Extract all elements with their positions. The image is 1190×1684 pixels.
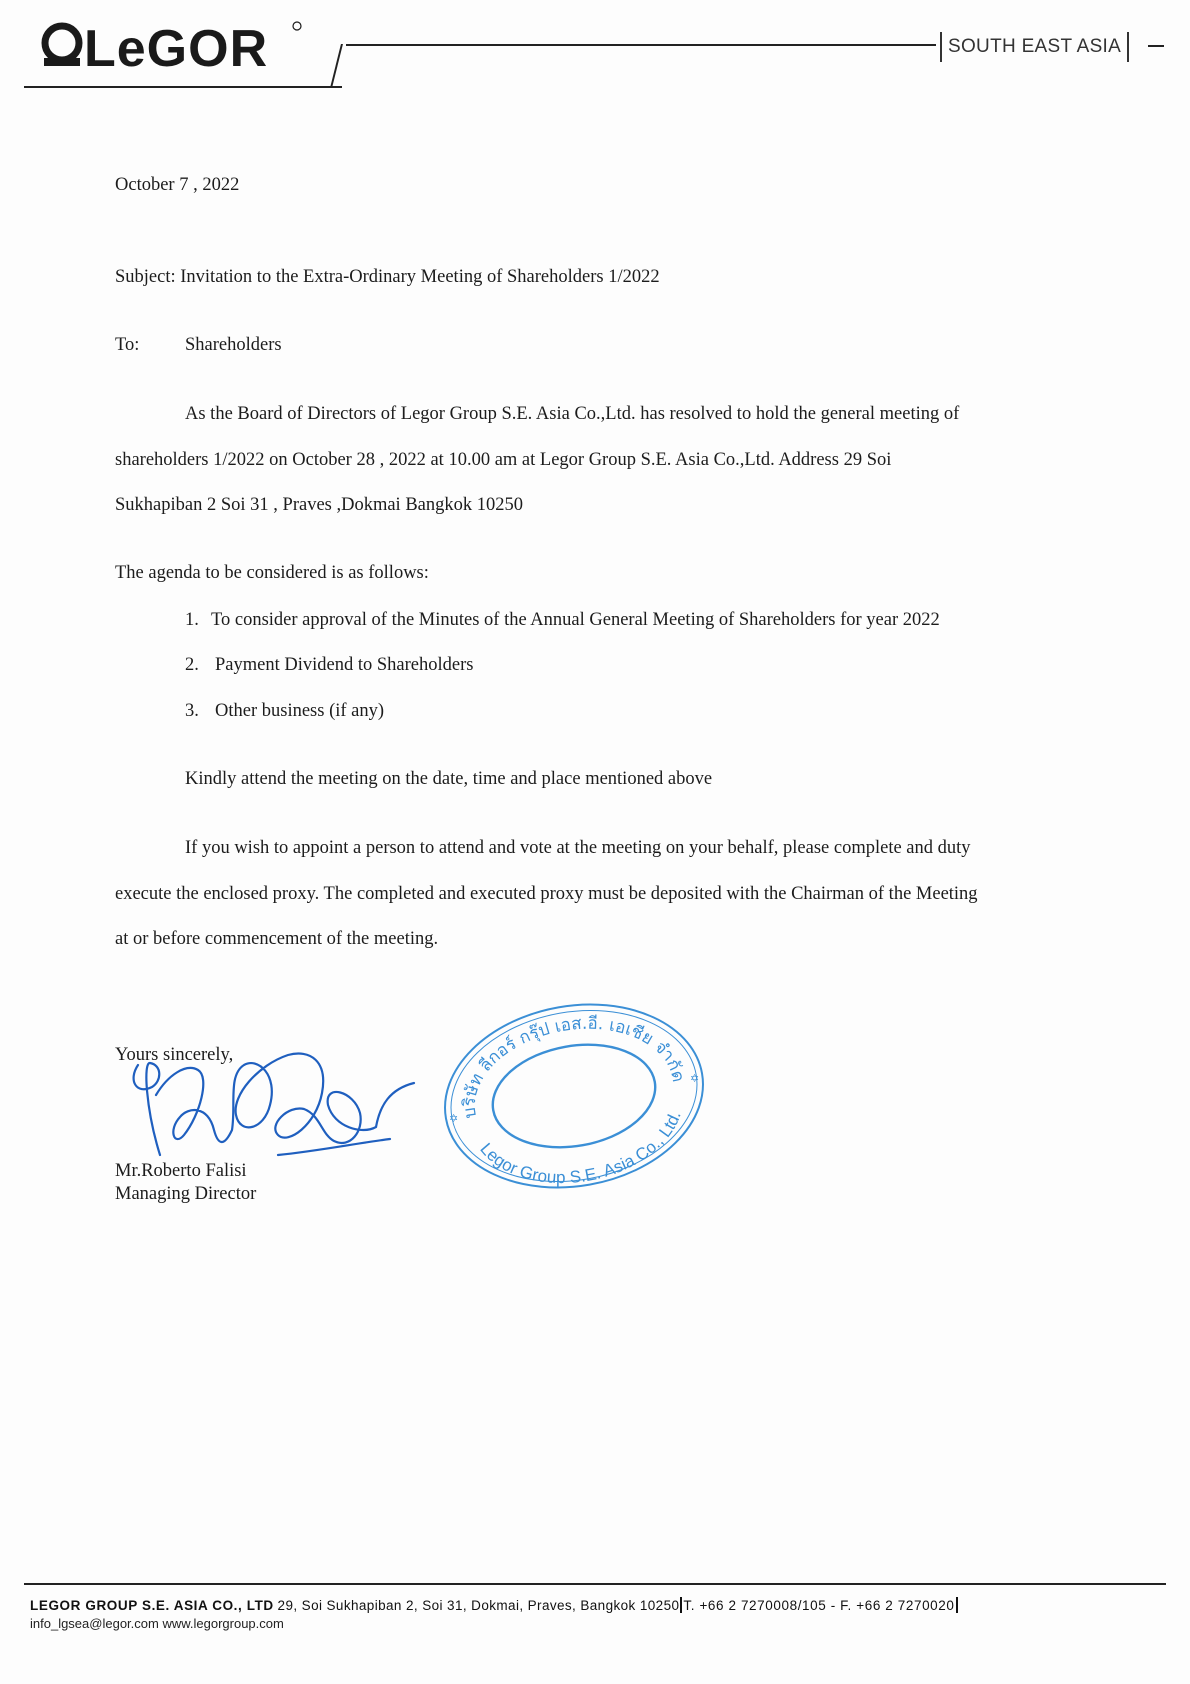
recipient-value: Shareholders [185, 335, 282, 355]
agenda-number: 1. [185, 610, 199, 630]
letter-subject: Subject: Invitation to the Extra-Ordinary Meeting of Shareholders 1/2022 [115, 267, 660, 287]
footer-address: 29, Soi Sukhapiban 2, Soi 31, Dokmai, Praves, Bangkok 10250 [277, 1598, 680, 1613]
agenda-number: 2. [185, 655, 199, 675]
paragraph-1-line-1: As the Board of Directors of Legor Group S.E. Asia Co.,Ltd. has resolved to hold the general meeting of [185, 404, 960, 424]
stamp-thai-text: บริษัท ลีกอร์ กรุ๊ป เอส.อี. เอเชีย จำกัด [459, 1013, 689, 1120]
paragraph-2-line-3: at or before commencement of the meeting. [115, 929, 439, 949]
footer-separator [956, 1597, 958, 1613]
agenda-item [185, 700, 384, 722]
footer-line-1 [30, 1597, 959, 1613]
header-dash [1148, 45, 1164, 47]
header-rule [24, 86, 342, 88]
agenda-text: Other business (if any) [215, 701, 385, 721]
signer-name: Mr.Roberto Falisi [115, 1161, 247, 1181]
signature [128, 1035, 428, 1170]
footer-company: LEGOR GROUP S.E. ASIA CO., LTD [30, 1598, 274, 1613]
footer-rule [24, 1583, 1166, 1585]
header-slash [330, 44, 343, 88]
logo-wordmark: LeGOR [84, 20, 269, 74]
agenda-text: Payment Dividend to Shareholders [215, 655, 474, 675]
legor-logo [40, 16, 310, 74]
agenda-intro: The agenda to be considered is as follows: [115, 563, 429, 583]
closing: Yours sincerely, [115, 1045, 234, 1065]
header-rule-top [346, 44, 936, 46]
star-icon: ✡ [449, 1112, 459, 1125]
signer-title: Managing Director [115, 1184, 257, 1204]
paragraph-2-line-1: If you wish to appoint a person to attend and vote at the meeting on your behalf, please complete and duty [185, 838, 971, 858]
paragraph-2-line-2: execute the enclosed proxy. The completed and executed proxy must be deposited with the Chairman of the Meeting [115, 884, 978, 904]
agenda-item [185, 609, 940, 631]
paragraph-1-line-2: shareholders 1/2022 on October 28 , 2022 at 10.00 am at Legor Group S.E. Asia Co.,Ltd. Address 29 Soi [115, 450, 892, 470]
footer-web: info_lgsea@legor.com www.legorgroup.com [30, 1616, 284, 1631]
recipient-label: To: [115, 335, 140, 355]
attend-note: Kindly attend the meeting on the date, time and place mentioned above [185, 769, 713, 789]
letter-date: October 7 , 2022 [115, 175, 240, 195]
footer-phone: T. +66 2 7270008/105 - F. +66 2 7270020 [683, 1598, 955, 1613]
region-label: SOUTH EAST ASIA [940, 32, 1129, 62]
stamp-english-text: Legor Group S.E. Asia Co., Ltd. [476, 1108, 685, 1188]
company-stamp [436, 996, 712, 1192]
agenda-item [185, 654, 473, 676]
agenda-text: To consider approval of the Minutes of the Annual General Meeting of Shareholders for year 2022 [211, 610, 940, 630]
star-icon: ✡ [690, 1072, 700, 1085]
paragraph-1-line-3: Sukhapiban 2 Soi 31 , Praves ,Dokmai Bangkok 10250 [115, 495, 524, 515]
agenda-number: 3. [185, 701, 199, 721]
